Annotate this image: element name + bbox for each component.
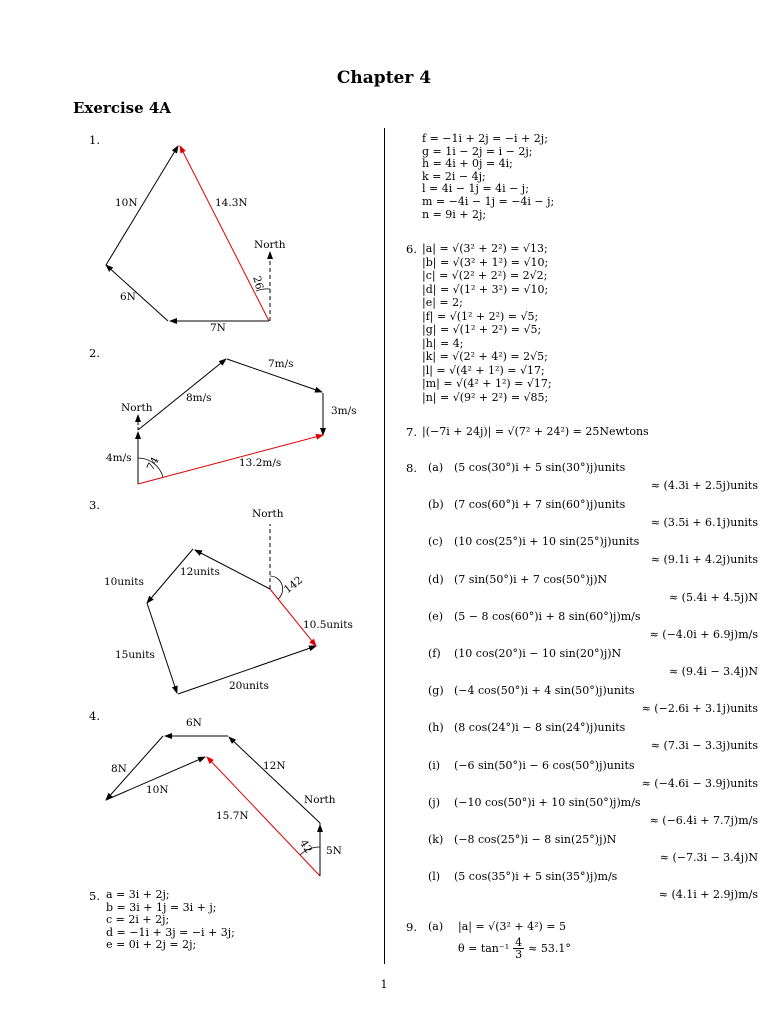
label-north: North xyxy=(252,508,284,520)
label-7ms: 7m/s xyxy=(268,358,294,370)
q6-line: |l| = √(4² + 1²) = √17; xyxy=(422,363,545,377)
q8-part-approximation: ≈ (9.1i + 4.2j)units xyxy=(650,553,758,567)
q8-part-approximation: ≈ (9.4i − 3.4j)N xyxy=(668,665,758,678)
q9-theta-suffix: ≈ 53.1° xyxy=(528,942,571,955)
q6-line: |b| = √(3² + 1²) = √10; xyxy=(422,255,549,269)
q8-part-approximation: ≈ (4.3i + 2.5j)units xyxy=(650,479,758,492)
label-3ms: 3m/s xyxy=(331,405,357,417)
q8-part-expression: (5 − 8 cos(60°)i + 8 sin(60°)j)m/s xyxy=(454,609,641,623)
figure-1 xyxy=(106,146,286,334)
q8-part-expression: (−6 sin(50°)i − 6 cos(50°)j)units xyxy=(454,758,635,772)
q8-part-expression: (−4 cos(50°)i + 4 sin(50°)j)units xyxy=(454,684,635,698)
label-12n: 12N xyxy=(263,760,286,772)
q8-part-label: (c) xyxy=(428,535,443,549)
q5-line: n = 9i + 2j; xyxy=(422,207,487,221)
q8-part-expression: (5 cos(30°)i + 5 sin(30°)j)units xyxy=(454,461,626,474)
label-10units: 10units xyxy=(104,576,144,588)
resultant-13-2ms xyxy=(138,435,323,484)
label-north: North xyxy=(254,239,286,251)
q8-part-approximation: ≈ (−2.6i + 3.1j)units xyxy=(641,702,758,716)
label-10n: 10N xyxy=(115,197,138,209)
label-north: North xyxy=(304,794,336,806)
q8-number: 8. xyxy=(406,461,417,475)
q6-line: |e| = 2; xyxy=(422,296,463,309)
q5-line: f = −1i + 2j = −i + 2j; xyxy=(422,132,548,145)
figure-4-number: 4. xyxy=(89,709,100,723)
q9-line-1: |a| = √(3² + 4²) = 5 xyxy=(458,920,567,933)
q5-list-left xyxy=(106,889,235,952)
figure-2-number: 2. xyxy=(89,346,100,360)
q5-line: d = −1i + 3j = −i + 3j; xyxy=(106,925,235,939)
q6-line: |m| = √(4² + 1²) = √17; xyxy=(422,377,552,390)
label-10n: 10N xyxy=(146,784,169,796)
q9-fraction-denominator: 3 xyxy=(515,948,523,961)
label-15-7n: 15.7N xyxy=(216,810,249,822)
q8-part-approximation: ≈ (5.4i + 4.5j)N xyxy=(668,590,758,604)
q5-line: m = −4i − 1j = −4i − j; xyxy=(422,194,555,208)
resultant-10-5units xyxy=(270,589,316,646)
q6-line: |h| = 4; xyxy=(422,336,464,350)
q8-part-label: (b) xyxy=(428,498,444,512)
q8-part-approximation: ≈ (−4.0i + 6.9j)m/s xyxy=(649,627,758,641)
q6-line: |f| = √(1² + 2²) = √5; xyxy=(422,309,539,323)
vector-8ms xyxy=(138,359,226,430)
q8-part-expression: (5 cos(35°)i + 5 sin(35°)j)m/s xyxy=(454,870,618,884)
q5-line: b = 3i + 1j = 3i + j; xyxy=(106,900,217,914)
q5-line: h = 4i + 0j = 4i; xyxy=(422,157,513,171)
q8-part-expression: (8 cos(24°)i − 8 sin(24°)j)units xyxy=(454,721,626,735)
figure-2 xyxy=(106,358,357,484)
angle-arc xyxy=(270,576,283,599)
q8-part-approximation: ≈ (−7.3i − 3.4j)N xyxy=(659,851,758,864)
label-angle-142: 142 xyxy=(281,574,306,597)
q8-part-approximation: ≈ (4.1i + 2.9j)m/s xyxy=(658,888,758,902)
q8-part-label: (h) xyxy=(428,721,444,735)
q8-part-approximation: ≈ (3.5i + 6.1j)units xyxy=(650,516,758,530)
label-7n: 7N xyxy=(210,322,226,334)
label-15units: 15units xyxy=(115,649,155,661)
label-10-5units: 10.5units xyxy=(303,619,353,631)
q5-line: l = 4i − 1j = 4i − j; xyxy=(422,182,529,196)
q5-line: k = 2i − 4j; xyxy=(422,169,486,183)
label-6n: 6N xyxy=(186,717,202,729)
q8-part-expression: (10 cos(25°)i + 10 sin(25°)j)units xyxy=(454,535,640,549)
q8-part-label: (d) xyxy=(428,572,444,586)
q6-line: |k| = √(2² + 4²) = 2√5; xyxy=(422,350,548,363)
q8-part-label: (l) xyxy=(428,870,441,884)
q8-part-expression: (10 cos(20°)i − 10 sin(20°)j)N xyxy=(454,647,622,660)
vector-15units xyxy=(147,603,177,693)
q7-answer: |(−7i + 24j)| = √(7² + 24²) = 25Newtons xyxy=(422,425,649,438)
q7-number: 7. xyxy=(406,425,417,439)
label-8ms: 8m/s xyxy=(186,392,212,404)
label-4ms: 4m/s xyxy=(106,452,132,464)
q5-number: 5. xyxy=(89,889,100,903)
q6-list xyxy=(422,242,552,404)
q8-part-label: (k) xyxy=(428,833,444,846)
q6-line: |a| = √(3² + 2²) = √13; xyxy=(422,242,548,255)
resultant-14-3n xyxy=(180,146,269,321)
q6-line: |d| = √(1² + 3²) = √10; xyxy=(422,282,549,296)
page-number: 1 xyxy=(380,978,388,991)
q8-part-expression: (−8 cos(25°)i − 8 sin(25°)j)N xyxy=(454,833,617,846)
q9-number: 9. xyxy=(406,920,417,934)
label-14-3n: 14.3N xyxy=(215,197,248,209)
q5-line: c = 2i + 2j; xyxy=(106,913,170,927)
q9-fraction xyxy=(513,937,524,960)
label-5n: 5N xyxy=(326,845,342,857)
q6-number: 6. xyxy=(406,242,417,256)
q9-fraction-numerator: 4 xyxy=(515,936,523,949)
label-8n: 8N xyxy=(111,763,127,775)
q5-line: a = 3i + 2j; xyxy=(106,888,170,901)
q8-part-label: (i) xyxy=(428,758,441,772)
q5-list-right xyxy=(422,133,554,221)
q8-part-approximation: ≈ (−4.6i − 3.9j)units xyxy=(641,776,758,790)
q8-parts xyxy=(428,461,758,921)
q8-part-expression: (−10 cos(50°)i + 10 sin(50°)j)m/s xyxy=(454,795,641,809)
q6-line: |c| = √(2² + 2²) = 2√2; xyxy=(422,269,548,282)
figure-3 xyxy=(104,508,353,694)
q8-part-approximation: ≈ (7.3i − 3.3j)units xyxy=(650,739,758,753)
label-angle-26: 26 xyxy=(250,274,266,291)
label-20units: 20units xyxy=(229,680,269,692)
q8-part-label: (a) xyxy=(428,461,444,474)
q8-part-expression: (7 sin(50°)i + 7 cos(50°)j)N xyxy=(454,572,608,586)
q9-line-2 xyxy=(458,937,571,960)
q6-line: |n| = √(9² + 2²) = √85; xyxy=(422,390,549,404)
q8-part-label: (f) xyxy=(428,647,441,660)
q5-line: e = 0i + 2j = 2j; xyxy=(106,938,197,952)
figure-4 xyxy=(106,717,342,876)
figure-3-number: 3. xyxy=(89,498,100,512)
q8-part-approximation: ≈ (−6.4i + 7.7j)m/s xyxy=(649,813,758,827)
q9-part-label: (a) xyxy=(428,920,444,933)
figure-1-number: 1. xyxy=(89,133,100,147)
label-13-2ms: 13.2m/s xyxy=(239,457,282,469)
vector-6n xyxy=(106,265,168,321)
q8-part-expression: (7 cos(60°)i + 7 sin(60°)j)units xyxy=(454,498,626,512)
q8-part-label: (j) xyxy=(428,795,440,809)
label-north: North xyxy=(121,402,153,414)
q8-part-label: (g) xyxy=(428,684,444,698)
label-angle-42: 42 xyxy=(297,837,315,856)
q9-theta-prefix: θ = tan⁻¹ xyxy=(458,942,510,955)
label-angle-74: 74 xyxy=(144,455,162,473)
label-12units: 12units xyxy=(180,566,220,578)
q8-part-label: (e) xyxy=(428,609,444,623)
chapter-title: Chapter 4 xyxy=(336,68,432,88)
label-6n: 6N xyxy=(120,291,136,303)
q5-line: g = 1i − 2j = i − 2j; xyxy=(422,144,533,158)
exercise-heading: Exercise 4A xyxy=(73,99,171,117)
q6-line: |g| = √(1² + 2²) = √5; xyxy=(422,323,542,336)
